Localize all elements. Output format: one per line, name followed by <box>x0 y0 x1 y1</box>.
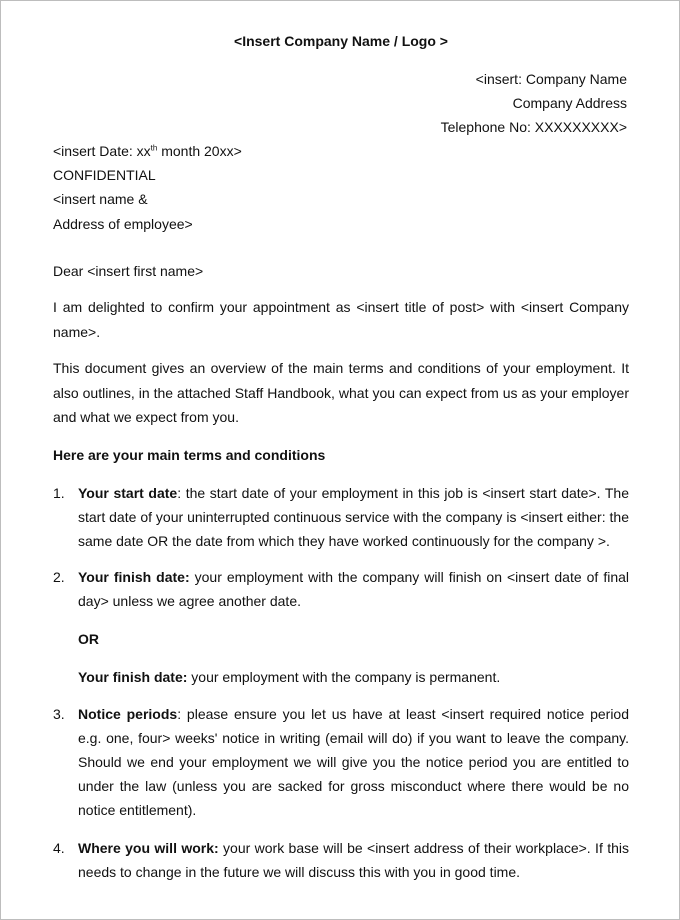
list-item-label: Where you will work: <box>78 840 219 856</box>
list-item-number: 4. <box>53 840 65 856</box>
sender-company-address: Company Address <box>512 95 627 111</box>
list-item <box>53 702 629 822</box>
alt-finish-label: Your finish date: <box>78 669 188 685</box>
letter-date <box>53 143 242 159</box>
intro-paragraph: I am delighted to confirm your appointment as <insert title of post> with <insert Company name>. <box>53 299 629 340</box>
list-item <box>53 565 629 613</box>
list-item-text: your work base will be <insert address of their workplace>. If this needs to change in the future we will discuss this with you in good time. <box>78 840 629 880</box>
recipient-name: <insert name & <box>53 191 148 207</box>
terms-heading: Here are your main terms and conditions <box>53 447 326 463</box>
letter-date-suffix: month 20xx> <box>157 143 242 159</box>
list-item-number: 3. <box>53 706 65 722</box>
letter-date-prefix: <insert Date: xx <box>53 143 151 159</box>
list-item-number: 2. <box>53 569 65 585</box>
list-item <box>53 836 629 884</box>
list-item-number: 1. <box>53 485 65 501</box>
list-item <box>53 481 629 553</box>
list-item-text: your employment with the company will finish on <insert date of final day> unless we agree another date. <box>78 569 629 609</box>
list-item-text: : please ensure you let us have at least <insert required notice period e.g. one, four> weeks' notice in writing (email will do) if you want to leave the company. Should we end your employment we will give you the notice period you are entitled to under the law (unless you are sacked for gross misconduct where there would be no notice entitlement). <box>78 706 629 818</box>
list-item-body <box>78 481 629 553</box>
or-separator: OR <box>78 631 99 647</box>
overview-paragraph: This document gives an overview of the main terms and conditions of your employment. It also outlines, in the attached Staff Handbook, what you can expect from us as your employer and what we expect from you. <box>53 360 629 425</box>
confidential-label: CONFIDENTIAL <box>53 167 156 183</box>
recipient-address: Address of employee> <box>53 216 193 232</box>
alt-finish-text: your employment with the company is permanent. <box>187 669 501 685</box>
company-logo-placeholder: <Insert Company Name / Logo > <box>234 33 448 49</box>
list-item-label: Your start date <box>78 485 178 501</box>
sender-telephone: Telephone No: XXXXXXXXX> <box>440 119 627 135</box>
salutation: Dear <insert first name> <box>53 263 204 279</box>
list-item-text: : the start date of your employment in this job is <insert start date>. The start date of your uninterrupted continuous service with the company is <insert either: the same date OR the date from which they have worked continuously for the company >. <box>78 485 629 549</box>
list-item-label: Your finish date: <box>78 569 190 585</box>
alt-finish-date <box>78 665 629 689</box>
list-item-label: Notice periods <box>78 706 178 722</box>
list-item-body <box>78 565 629 613</box>
list-item-body <box>78 836 629 884</box>
letter-date-ordinal: th <box>150 143 158 153</box>
list-item-body <box>78 702 629 822</box>
sender-company-name: <insert: Company Name <box>475 71 627 87</box>
